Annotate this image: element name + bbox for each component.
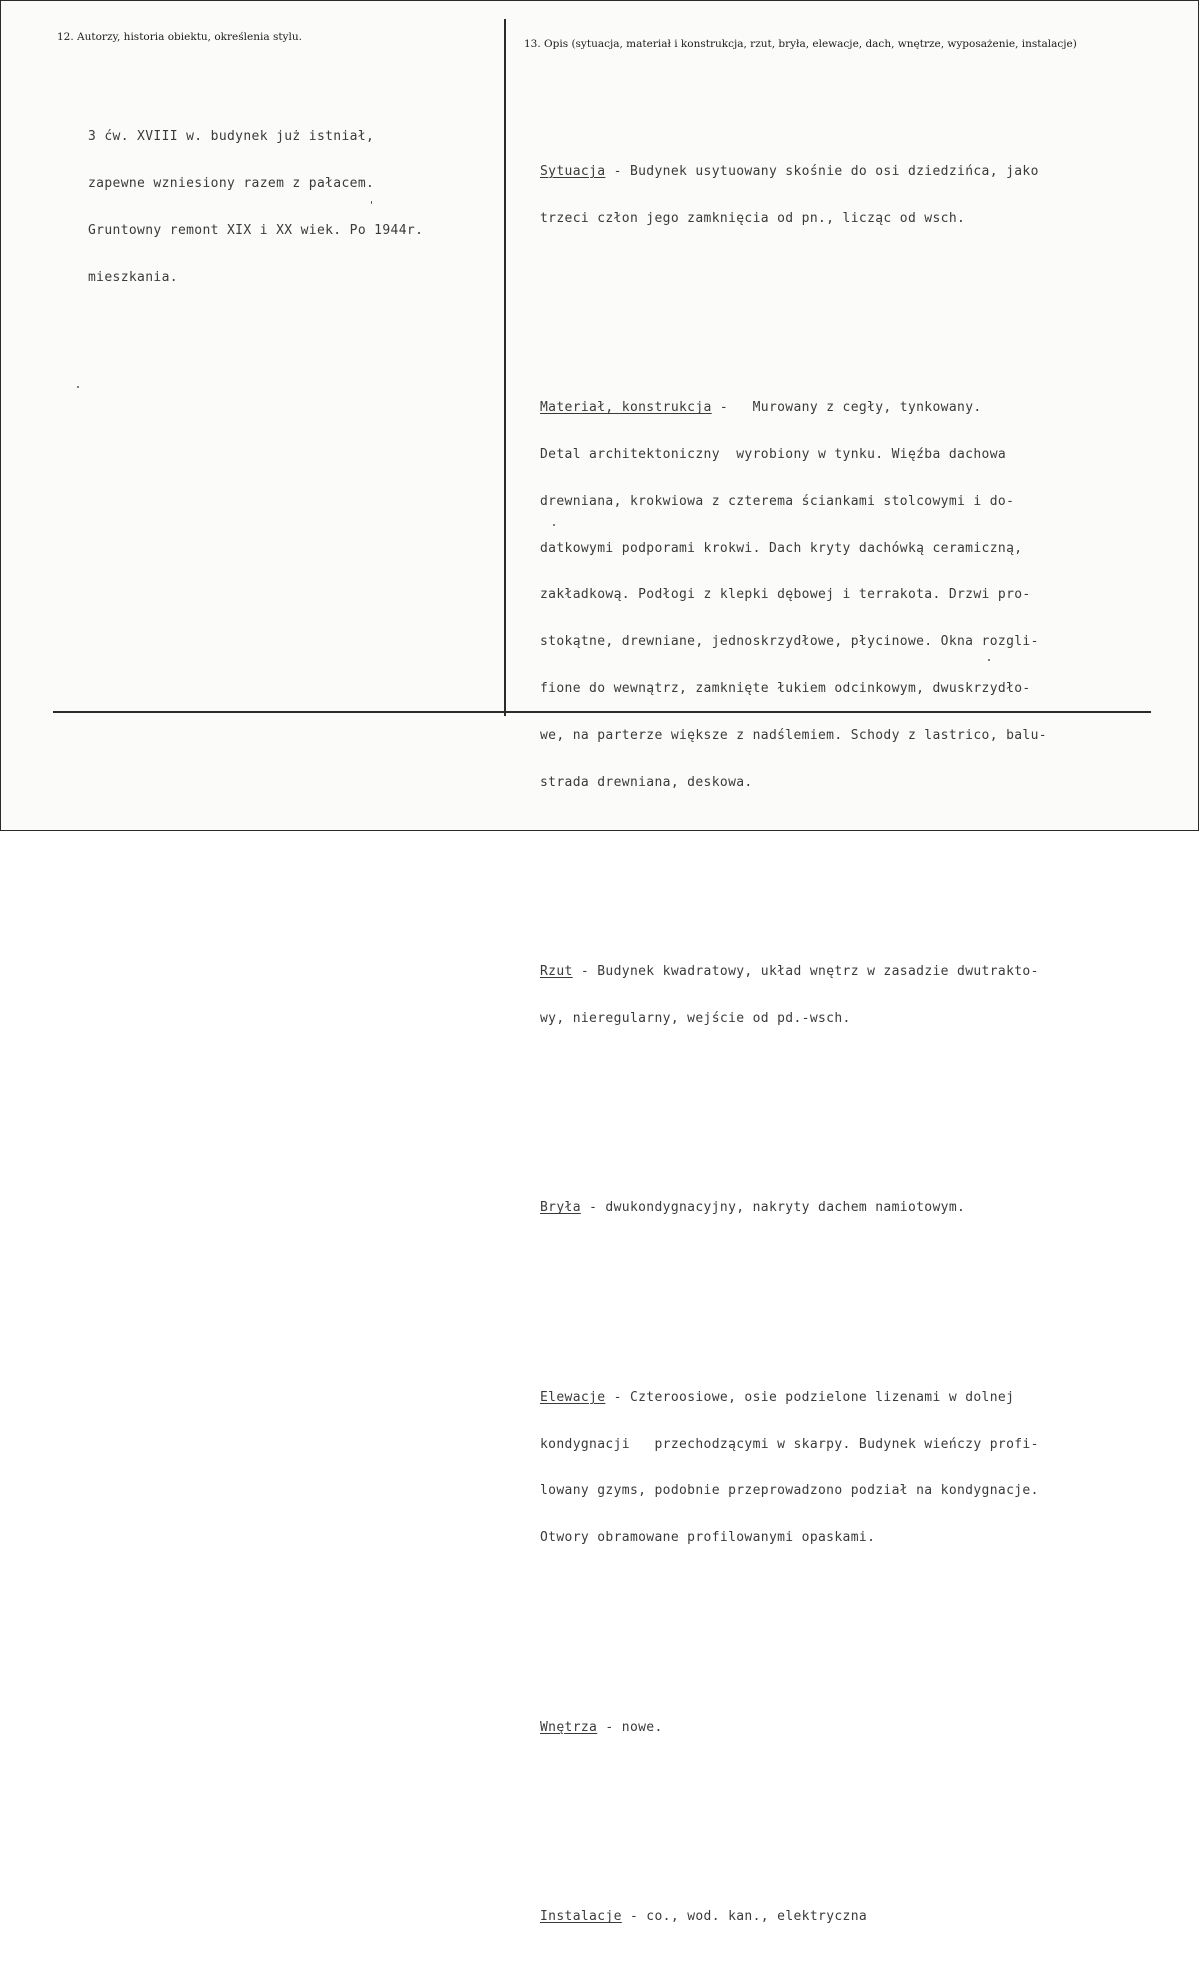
section-line: zakładkową. Podłogi z klepki dębowej i terrakota. Drzwi pro- xyxy=(540,587,1031,603)
history-line: mieszkania. xyxy=(88,269,178,285)
section-line: we, na parterze większe z nadślemiem. Schody z lastrico, balu- xyxy=(540,727,1047,743)
section-line: fione do wewnątrz, zamknięte łukiem odcinkowym, dwuskrzydło- xyxy=(540,680,1031,696)
history-line: Gruntowny remont XIX i XX wiek. Po 1944r. xyxy=(88,222,424,238)
history-line: zapewne wzniesiony razem z pałacem. xyxy=(88,175,375,191)
section-label: Rzut xyxy=(540,964,573,980)
section-line: stokątne, drewniane, jednoskrzydłowe, płycinowe. Okna rozgli- xyxy=(540,634,1039,650)
section-text: - dwukondygnacyjny, nakryty dachem namiotowym. xyxy=(580,1200,966,1216)
section-rzut xyxy=(540,933,1047,1058)
history-text xyxy=(88,98,423,316)
section-line: Otwory obramowane profilowanymi opaskami. xyxy=(540,1530,876,1546)
section-text: - Budynek usytuowany skośnie do osi dziedzińca, jako xyxy=(605,163,1039,179)
section-wnetrza xyxy=(540,1689,1047,1767)
section-line: trzeci człon jego zamknięcia od pn., licząc od wsch. xyxy=(540,210,966,226)
section-bryla xyxy=(540,1169,1047,1247)
section-sytuacja xyxy=(540,133,1047,258)
section-text: - Murowany z cegły, tynkowany. xyxy=(711,400,982,416)
right-column-heading: 13. Opis (sytuacja, materiał i konstrukcja, rzut, bryła, elewacje, dach, wnętrze, wyposażenie, instalacje) xyxy=(524,38,1077,50)
left-column-heading: 12. Autorzy, historia obiektu, określenia stylu. xyxy=(57,31,302,43)
section-text: - Czteroosiowe, osie podzielone lizenami w dolnej xyxy=(605,1389,1015,1405)
paper-speck xyxy=(553,524,555,526)
section-line: Detal architektoniczny wyrobiony w tynku. Więźba dachowa xyxy=(540,447,1007,463)
section-label: Materiał, konstrukcja xyxy=(540,400,712,416)
section-line: drewniana, krokwiowa z czterema ściankami stolcowymi i do- xyxy=(540,493,1015,509)
section-material-konstrukcja xyxy=(540,369,1047,821)
section-label: Bryła xyxy=(540,1200,581,1216)
section-line: kondygnacji przechodzącymi w skarpy. Budynek wieńczy profi- xyxy=(540,1436,1039,1452)
paper-speck xyxy=(371,201,372,204)
section-label: Elewacje xyxy=(540,1389,606,1405)
column-divider xyxy=(504,19,506,716)
section-line: strada drewniana, deskowa. xyxy=(540,774,753,790)
description-text xyxy=(540,86,1047,1987)
section-instalacje xyxy=(540,1878,1047,1956)
section-elewacje xyxy=(540,1359,1047,1577)
section-line: datkowymi podporami krokwi. Dach kryty dachówką ceramiczną, xyxy=(540,540,1023,556)
history-line: 3 ćw. XVIII w. budynek już istniał, xyxy=(88,129,375,145)
section-text: - co., wod. kan., elektryczna xyxy=(621,1909,868,1925)
section-text: - nowe. xyxy=(597,1719,663,1735)
section-line: lowany gzyms, podobnie przeprowadzono podział na kondygnacje. xyxy=(540,1483,1039,1499)
section-label: Wnętrza xyxy=(540,1719,598,1735)
section-text: - Budynek kwadratowy, układ wnętrz w zasadzie dwutrakto- xyxy=(572,964,1039,980)
section-label: Instalacje xyxy=(540,1909,622,1925)
paper-speck xyxy=(77,386,79,388)
paper-speck xyxy=(988,659,990,661)
section-line: wy, nieregularny, wejście od pd.-wsch. xyxy=(540,1010,851,1026)
section-label: Sytuacja xyxy=(540,163,606,179)
